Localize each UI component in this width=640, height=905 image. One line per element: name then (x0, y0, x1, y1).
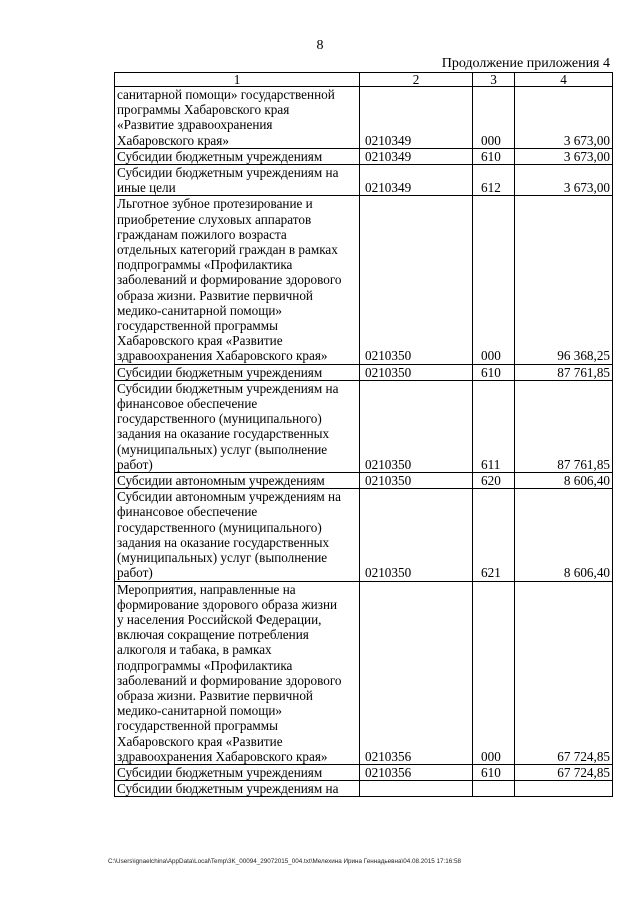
header-col-1: 1 (115, 73, 360, 87)
row-code: 0210350 (360, 473, 473, 489)
row-code: 0210350 (360, 380, 473, 472)
row-name-line: задания на оказание государственных (117, 426, 330, 442)
row-name-line: государственного (муниципального) (117, 519, 322, 535)
row-name-line: Субсидии бюджетным учреждениям на (117, 165, 339, 181)
row-name (115, 781, 360, 797)
row-name-line: задания на оказание государственных (117, 534, 330, 550)
row-sum: 67 724,85 (515, 764, 613, 780)
row-code: 0210350 (360, 489, 473, 581)
row-name-line: медико-санитарной помощи» (117, 703, 283, 719)
table-row (115, 380, 613, 472)
row-kind: 610 (473, 764, 515, 780)
table-row (115, 165, 613, 196)
row-name-line: гражданам пожилого возраста (117, 226, 287, 242)
row-name-line: Льготное зубное протезирование и (117, 196, 313, 212)
row-code: 0210349 (360, 87, 473, 149)
row-name-line: Субсидии автономным учреждениям (117, 473, 325, 489)
continuation-label: Продолжение приложения 4 (441, 56, 610, 71)
row-code: 0210350 (360, 196, 473, 364)
table-row (115, 87, 613, 149)
row-sum: 8 606,40 (515, 489, 613, 581)
row-name-line: приобретение слуховых аппаратов (117, 211, 312, 227)
row-name-line: программы Хабаровского края (117, 102, 290, 118)
row-name-line: иные цели (117, 180, 176, 196)
row-name (115, 764, 360, 780)
row-name-line: медико-санитарной помощи» (117, 302, 283, 318)
row-kind (473, 781, 515, 797)
row-sum: 87 761,85 (515, 364, 613, 380)
row-name (115, 489, 360, 581)
row-name-line: «Развитие здравоохранения (117, 117, 273, 133)
row-name-line: государственной программы (117, 318, 278, 334)
row-name-line: государственной программы (117, 718, 278, 734)
row-name (115, 473, 360, 489)
row-kind: 610 (473, 148, 515, 164)
row-code: 0210349 (360, 148, 473, 164)
row-name-line: работ) (117, 565, 153, 581)
row-sum: 8 606,40 (515, 473, 613, 489)
table-row (115, 764, 613, 780)
row-name-line: Субсидии бюджетным учреждениям (117, 364, 323, 380)
row-name-line: финансовое обеспечение (117, 396, 258, 412)
row-name-line: Субсидии бюджетным учреждениям (117, 764, 323, 780)
row-sum: 67 724,85 (515, 581, 613, 764)
row-name-line: (муниципальных) услуг (выполнение (117, 441, 328, 457)
page-number: 8 (316, 38, 324, 53)
table-row (115, 148, 613, 164)
row-name (115, 148, 360, 164)
row-name-line: здравоохранения Хабаровского края» (117, 748, 328, 764)
row-name-line: подпрограммы «Профилактика (117, 657, 293, 673)
row-name-line: образа жизни. Развитие первичной (117, 687, 313, 703)
row-kind: 612 (473, 165, 515, 196)
row-sum (515, 781, 613, 797)
row-name-line: у населения Российской Федерации, (117, 611, 322, 627)
row-name-line: заболеваний и формирование здорового (117, 272, 342, 288)
row-kind: 000 (473, 196, 515, 364)
row-name (115, 87, 360, 149)
row-name-line: Субсидии бюджетным учреждениям на (117, 380, 339, 396)
row-name-line: Хабаровского края «Развитие (117, 733, 283, 749)
row-kind: 000 (473, 581, 515, 764)
row-kind: 000 (473, 87, 515, 149)
row-name-line: работ) (117, 456, 153, 472)
budget-table-body (115, 73, 613, 797)
row-sum: 96 368,25 (515, 196, 613, 364)
row-name-line: государственного (муниципального) (117, 411, 322, 427)
row-name (115, 165, 360, 196)
row-code: 0210349 (360, 165, 473, 196)
table-row (115, 581, 613, 764)
row-name-line: алкоголя и табака, в рамках (117, 642, 272, 658)
row-sum: 3 673,00 (515, 148, 613, 164)
table-row (115, 489, 613, 581)
table-header-row (115, 73, 613, 87)
row-name-line: здравоохранения Хабаровского края» (117, 348, 328, 364)
budget-table (114, 72, 613, 797)
row-code (360, 781, 473, 797)
header-col-2: 2 (360, 73, 473, 87)
row-name-line: Мероприятия, направленные на (117, 581, 296, 597)
row-name-line: (муниципальных) услуг (выполнение (117, 550, 328, 566)
table-row (115, 781, 613, 797)
row-name (115, 581, 360, 764)
row-name (115, 364, 360, 380)
row-name-line: Хабаровского края» (117, 132, 229, 148)
row-sum: 3 673,00 (515, 165, 613, 196)
row-name (115, 380, 360, 472)
row-name-line: отдельных категорий граждан в рамках (117, 242, 338, 258)
row-name-line: Субсидии бюджетным учреждениям (117, 148, 323, 164)
row-sum: 87 761,85 (515, 380, 613, 472)
row-name (115, 196, 360, 364)
row-name-line: Субсидии автономным учреждениям на (117, 489, 341, 505)
row-name-line: формирование здорового образа жизни (117, 596, 338, 612)
row-name-line: финансовое обеспечение (117, 504, 258, 520)
row-name-line: включая сокращение потребления (117, 627, 309, 643)
table-row (115, 196, 613, 364)
row-name-line: Субсидии бюджетным учреждениям на (117, 781, 339, 797)
row-kind: 611 (473, 380, 515, 472)
header-col-3: 3 (473, 73, 515, 87)
row-name-line: заболеваний и формирование здорового (117, 672, 342, 688)
row-code: 0210356 (360, 764, 473, 780)
row-name-line: подпрограммы «Профилактика (117, 257, 293, 273)
row-sum: 3 673,00 (515, 87, 613, 149)
table-row (115, 364, 613, 380)
row-kind: 620 (473, 473, 515, 489)
row-name-line: Хабаровского края «Развитие (117, 333, 283, 349)
row-kind: 610 (473, 364, 515, 380)
row-kind: 621 (473, 489, 515, 581)
row-code: 0210350 (360, 364, 473, 380)
file-path-footer: C:\Users\ignaelchina\AppData\Local\Temp\3K_00094_29072015_004.txt\Мелехина Ирина Геннадьевна\04.08.2015 17:16:58 (108, 858, 462, 865)
row-name-line: образа жизни. Развитие первичной (117, 287, 313, 303)
header-col-4: 4 (515, 73, 613, 87)
row-code: 0210356 (360, 581, 473, 764)
table-row (115, 473, 613, 489)
row-name-line: санитарной помощи» государственной (117, 87, 335, 102)
